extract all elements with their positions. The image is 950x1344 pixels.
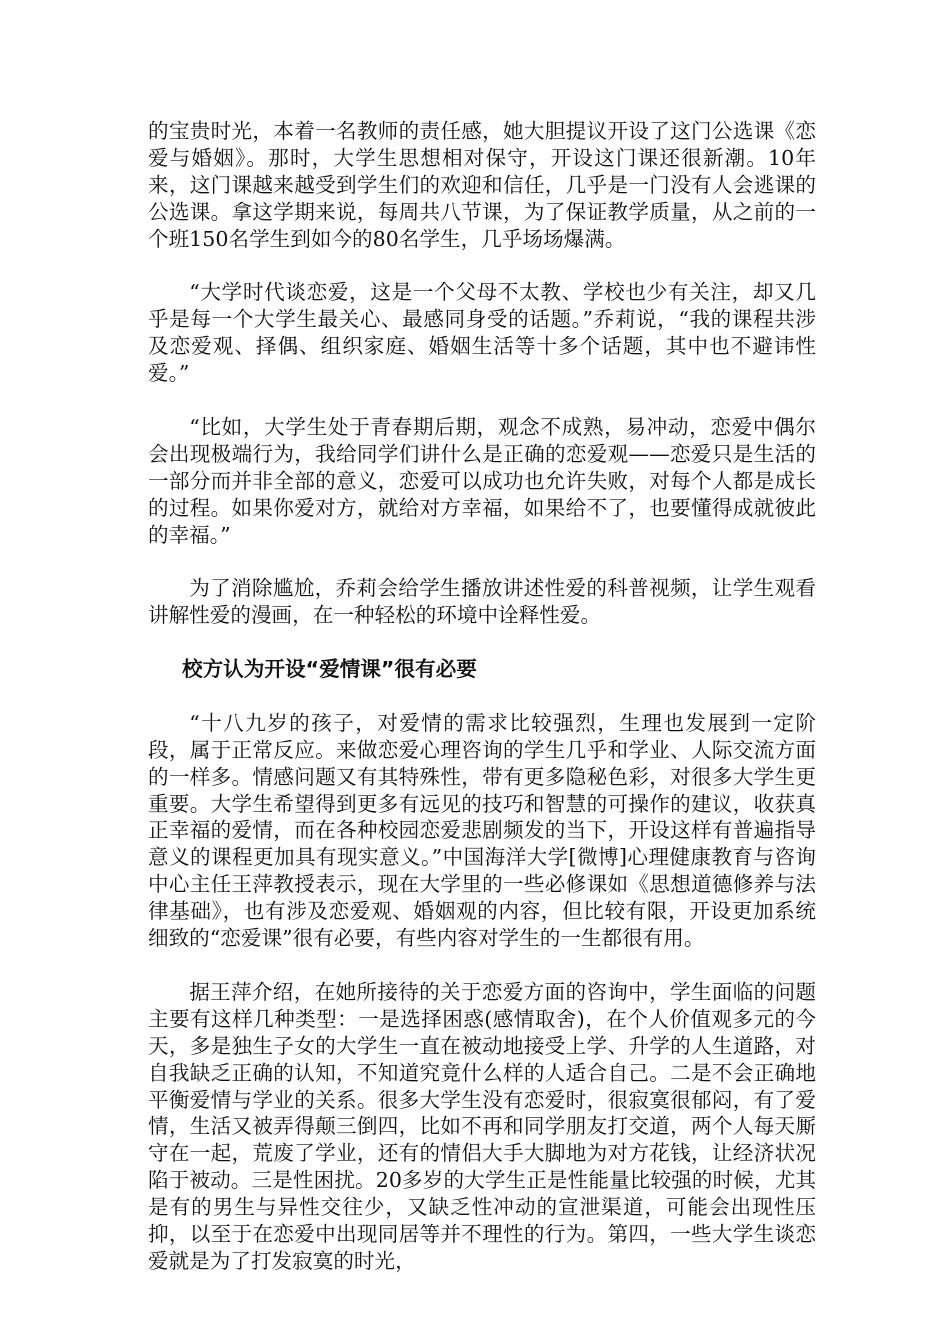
- paragraph-embarrassment: 为了消除尴尬，乔莉会给学生播放讲述性爱的科普视频，让学生观看讲解性爱的漫画，在一种轻松的环境中诠释性爱。: [148, 576, 816, 628]
- paragraph-consultation-types: 据王萍介绍，在她所接待的关于恋爱方面的咨询中，学生面临的问题主要有这样几种类型：一是选择困惑(感情取舍)，在个人价值观多元的今天，多是独生子女的大学生一直在被动地接受上学、升学的人生道路，对自我缺乏正确的认知，不知道究竟什么样的人适合自己。二是不会正确地平衡爱情与学业的关系。很多大学生没有恋爱时，很寂寞很郁闷，有了爱情，生活又被弄得颠三倒四，比如不再和同学朋友打交道，两个人每天厮守在一起，荒废了学业，还有的情侣大手大脚地为对方花钱，让经济状况陷于被动。三是性困扰。20多岁的大学生正是性能量比较强的时候，尤其是有的男生与异性交往少，又缺乏性冲动的宣泄渠道，可能会出现性压抑，以至于在恋爱中出现同居等并不理性的行为。第四，一些大学生谈恋爱就是为了打发寂寞的时光，: [148, 979, 816, 1273]
- section-heading: 校方认为开设“爱情课”很有必要: [182, 657, 477, 682]
- paragraph-continued: 的宝贵时光，本着一名教师的责任感，她大胆提议开设了这门公选课《恋爱与婚姻》。那时，大学生思想相对保守，开设这门课还很新潮。10年来，这门课越来越受到学生们的欢迎和信任，几乎是一门没有人会逃课的公选课。拿这学期来说，每周共八节课，为了保证教学质量，从之前的一个班150名学生到如今的80名学生，几乎场场爆满。: [148, 119, 816, 251]
- document-page: [148, 118, 816, 1275]
- paragraph-quote-qiaoli: “大学时代谈恋爱，这是一个父母不太教、学校也少有关注，却又几乎是每一个大学生最关心、最感同身受的话题。”乔莉说，“我的课程共涉及恋爱观、择偶、组织家庭、婚姻生活等十多个话题，其中也不避讳性爱。”: [148, 280, 816, 386]
- paragraph-quote-example: “比如，大学生处于青春期后期，观念不成熟，易冲动，恋爱中偶尔会出现极端行为，我给同学们讲什么是正确的恋爱观——恋爱只是生活的一部分而并非全部的意义，恋爱可以成功也允许失败，对每个人都是成长的过程。如果你爱对方，就给对方幸福，如果给不了，也要懂得成就彼此的幸福。”: [148, 414, 816, 547]
- paragraph-wangping-quote: “十八九岁的孩子，对爱情的需求比较强烈，生理也发展到一定阶段，属于正常反应。来做恋爱心理咨询的学生几乎和学业、人际交流方面的一样多。情感问题又有其特殊性，带有更多隐秘色彩，对很多大学生更重要。大学生希望得到更多有远见的技巧和智慧的可操作的建议，收获真正幸福的爱情，而在各种校园恋爱悲剧频发的当下，开设这样有普遍指导意义的课程更加具有现实意义。”中国海洋大学[微博]心理健康教育与咨询中心主任王萍教授表示，现在大学里的一些必修课如《思想道德修养与法律基础》，也有涉及恋爱观、婚姻观的内容，但比较有限，开设更加系统细致的“恋爱课”很有必要，有些内容对学生的一生都很有用。: [148, 710, 816, 951]
